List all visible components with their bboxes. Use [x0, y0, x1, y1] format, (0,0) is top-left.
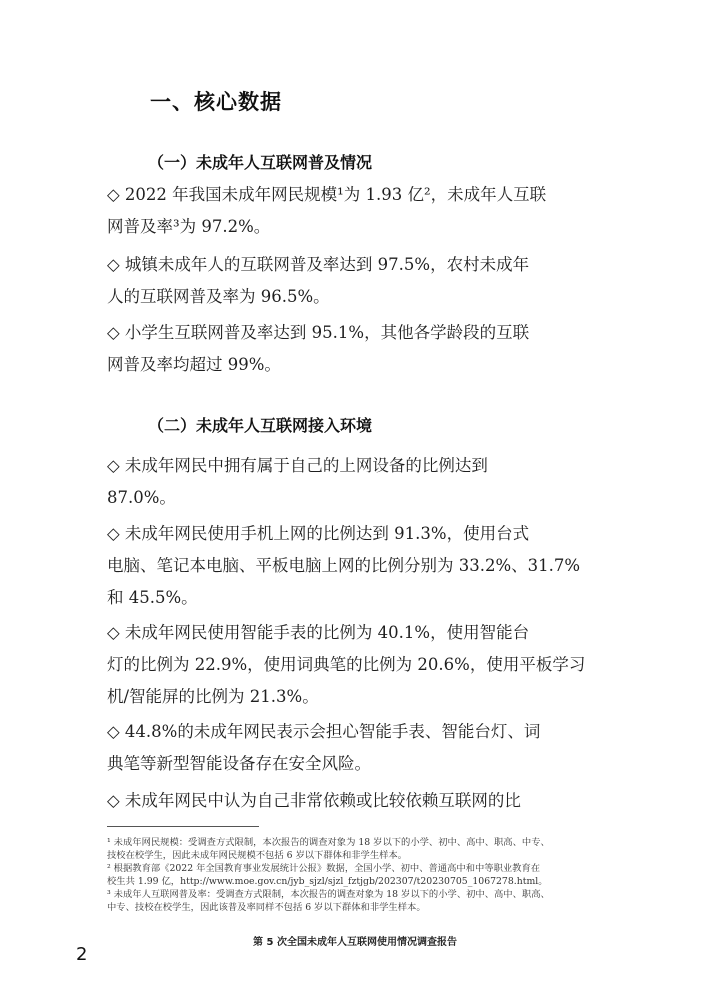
footnote-line: 中专、技校在校学生，因此该普及率同样不包括 6 岁以下群体和非学生样本。: [107, 902, 426, 913]
paragraph-line: ◇ 2022 年我国未成年网民规模¹为 1.93 亿²，未成年人互联: [107, 185, 547, 204]
footnote-3: [107, 888, 627, 914]
paragraph-line: 灯的比例为 22.9%，使用词典笔的比例为 20.6%，使用平板学习: [107, 655, 586, 674]
paragraph-line: 87.0%。: [107, 488, 176, 507]
paragraph-line: ◇ 未成年网民使用智能手表的比例为 40.1%，使用智能台: [107, 623, 530, 642]
paragraph: [107, 249, 607, 313]
subsection-heading-1: （一）未成年人互联网普及情况: [148, 153, 373, 172]
report-footer-title: 第 5 次全国未成年人互联网使用情况调查报告: [253, 937, 457, 948]
paragraph-line: 和 45.5%。: [107, 588, 198, 607]
footnote-line: ³ 未成年人互联网普及率：受调查方式限制，本次报告的调查对象为 18 岁以下的小学、初中、高中、职高、: [107, 889, 550, 900]
paragraph-line: 机/智能屏的比例为 21.3%。: [107, 687, 319, 706]
paragraph-line: 网普及率均超过 99%。: [107, 355, 281, 374]
paragraph-line: ◇ 未成年网民中拥有属于自己的上网设备的比例达到: [107, 456, 488, 475]
paragraph: [107, 785, 607, 817]
paragraph: [107, 450, 607, 514]
paragraph-line: ◇ 小学生互联网普及率达到 95.1%，其他各学龄段的互联: [107, 323, 530, 342]
paragraph-line: ◇ 未成年网民中认为自己非常依赖或比较依赖互联网的比: [107, 791, 521, 810]
footnote-2: [107, 862, 627, 888]
page-number: 2: [76, 944, 88, 965]
paragraph-line: 电脑、笔记本电脑、平板电脑上网的比例分别为 33.2%、31.7%: [107, 556, 581, 575]
paragraph-line: ◇ 城镇未成年人的互联网普及率达到 97.5%，农村未成年: [107, 255, 530, 274]
paragraph-line: 典笔等新型智能设备存在安全风险。: [107, 754, 371, 773]
paragraph: [107, 179, 607, 243]
paragraph-line: ◇ 44.8%的未成年网民表示会担心智能手表、智能台灯、词: [107, 722, 541, 741]
paragraph: [107, 617, 607, 713]
footnote-line: ¹ 未成年网民规模：受调查方式限制，本次报告的调查对象为 18 岁以下的小学、初中、高中、职高、中专、: [107, 837, 550, 848]
section-title: 一、核心数据: [150, 90, 282, 114]
footnote-divider: [107, 826, 259, 827]
subsection-heading-2: （二）未成年人互联网接入环境: [148, 416, 373, 435]
paragraph: [107, 716, 607, 780]
footnote-line: 校生共 1.99 亿，http://www.moe.gov.cn/jyb_sjzl/sjzl_fztjgb/202307/t20230705_1067278.html。: [107, 876, 548, 887]
paragraph: [107, 317, 607, 381]
footnote-1: [107, 836, 627, 862]
paragraph-line: 网普及率³为 97.2%。: [107, 217, 271, 236]
footnote-line: 技校在校学生，因此未成年网民规模不包括 6 岁以下群体和非学生样本。: [107, 850, 408, 861]
paragraph-line: 人的互联网普及率为 96.5%。: [107, 287, 330, 306]
paragraph: [107, 518, 607, 614]
paragraph-line: ◇ 未成年网民使用手机上网的比例达到 91.3%，使用台式: [107, 524, 530, 543]
footnote-line: ² 根据教育部《2022 年全国教育事业发展统计公报》数据，全国小学、初中、普通高中和中等职业教育在: [107, 863, 541, 874]
